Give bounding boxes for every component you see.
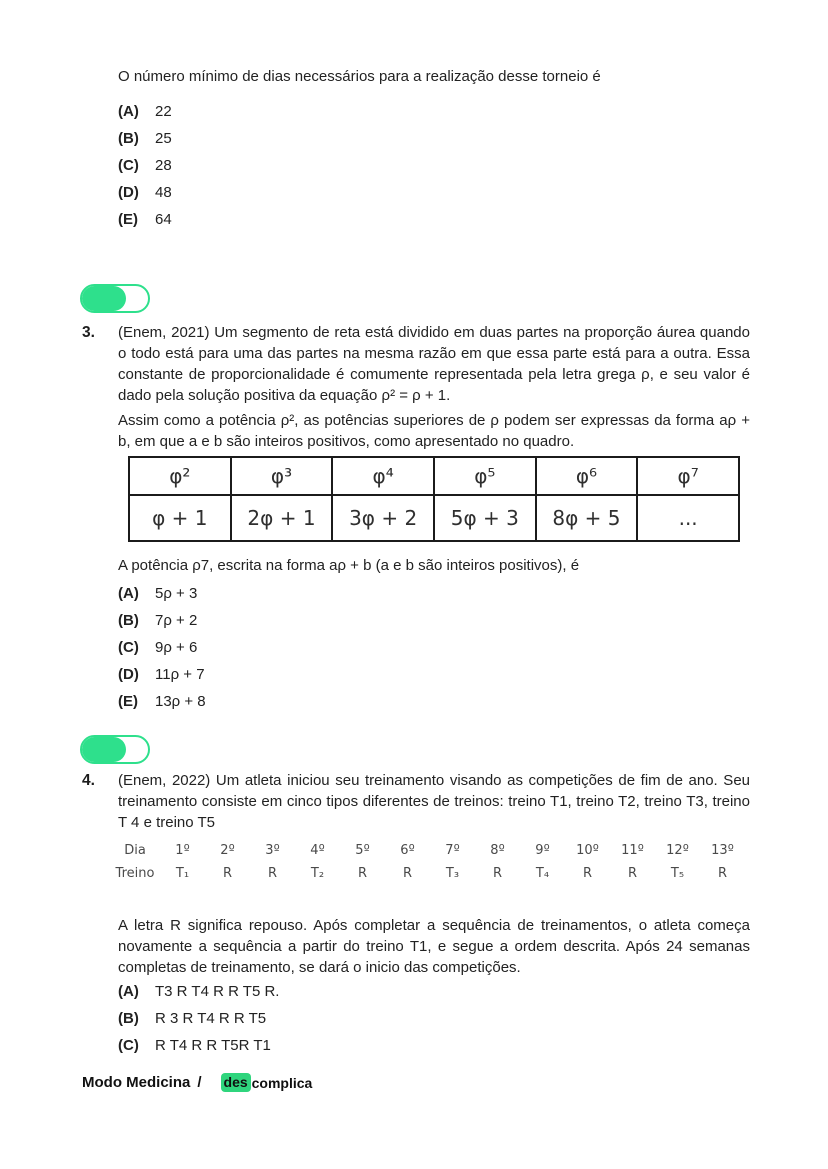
treino-cell: R bbox=[402, 866, 413, 881]
option-letter: (C) bbox=[118, 157, 139, 174]
descomplica-logo bbox=[221, 1073, 313, 1092]
question-4 bbox=[82, 770, 750, 1064]
question-options bbox=[118, 983, 750, 1055]
table-value-row bbox=[129, 495, 739, 541]
prev-question-stem: O número mínimo de dias necessários para a realização desse torneio é bbox=[118, 68, 601, 85]
toggle-fill bbox=[82, 737, 126, 762]
question-paragraph: A letra R significa repouso. Após completar a sequência de treinamentos, o atleta começa novamente a sequência a partir do treino T1, e segue a ordem descrita. Após 24 semanas completas de treinamento, se dará o inicio das competições. bbox=[118, 917, 750, 976]
answer-option bbox=[118, 184, 172, 202]
treino-cell: T₂ bbox=[310, 866, 325, 881]
day-cell: 4º bbox=[310, 843, 325, 858]
table-value-cell: φ + 1 bbox=[129, 495, 231, 541]
phi-power-table bbox=[128, 456, 740, 542]
option-text: 22 bbox=[155, 103, 172, 120]
option-text: 13ρ + 8 bbox=[155, 693, 206, 710]
day-cell: 11º bbox=[621, 843, 644, 858]
treino-cell: R bbox=[627, 866, 638, 881]
toggle-switch[interactable] bbox=[80, 284, 150, 313]
table-header-cell: φ⁷ bbox=[637, 457, 739, 495]
answer-option bbox=[118, 639, 750, 657]
answer-option bbox=[118, 983, 750, 1001]
day-cell: 3º bbox=[265, 843, 280, 858]
treino-cell: R bbox=[582, 866, 593, 881]
option-text: 28 bbox=[155, 157, 172, 174]
treino-cell: T₅ bbox=[670, 866, 685, 881]
option-letter: (C) bbox=[118, 1037, 139, 1054]
table-header-cell: φ³ bbox=[231, 457, 333, 495]
answer-option bbox=[118, 157, 172, 175]
day-cell: 9º bbox=[535, 843, 550, 858]
option-text: 5ρ + 3 bbox=[155, 585, 198, 602]
answer-option bbox=[118, 666, 750, 684]
day-cell: 13º bbox=[711, 843, 734, 858]
schedule-row-treino bbox=[110, 864, 750, 884]
option-letter: (C) bbox=[118, 639, 139, 656]
schedule-row-label: Treino bbox=[115, 866, 155, 881]
question-number: 3. bbox=[82, 324, 95, 341]
option-letter: (E) bbox=[118, 693, 138, 710]
logo-complica: complica bbox=[251, 1074, 313, 1091]
treino-cell: R bbox=[267, 866, 278, 881]
option-letter: (D) bbox=[118, 184, 139, 201]
question-number: 4. bbox=[82, 772, 95, 789]
option-letter: (B) bbox=[118, 130, 139, 147]
option-letter: (A) bbox=[118, 585, 139, 602]
logo-des: des bbox=[221, 1073, 251, 1092]
treino-cell: T₄ bbox=[535, 866, 550, 881]
option-text: 25 bbox=[155, 130, 172, 147]
day-cell: 12º bbox=[666, 843, 689, 858]
table-header-cell: φ⁴ bbox=[332, 457, 434, 495]
day-cell: 1º bbox=[175, 843, 190, 858]
footer-brand: Modo Medicina bbox=[82, 1074, 191, 1091]
footer-separator: / bbox=[197, 1074, 202, 1091]
answer-option bbox=[118, 693, 750, 711]
option-text: T3 R T4 R R T5 R. bbox=[155, 983, 280, 1000]
answer-option bbox=[118, 1010, 750, 1028]
question-paragraph: Assim como a potência ρ², as potências superiores de ρ podem ser expressas da forma aρ + b, em que a e b são inteiros positivos, como apresentado no quadro. bbox=[118, 412, 750, 450]
schedule-row-dia bbox=[110, 841, 750, 861]
day-cell: 6º bbox=[400, 843, 415, 858]
training-schedule bbox=[110, 841, 750, 884]
table-header-row bbox=[129, 457, 739, 495]
table-value-cell: 8φ + 5 bbox=[536, 495, 638, 541]
option-letter: (A) bbox=[118, 983, 139, 1000]
table-value-cell: 2φ + 1 bbox=[231, 495, 333, 541]
toggle-fill bbox=[82, 286, 126, 311]
day-cell: 2º bbox=[220, 843, 235, 858]
table-value-cell: ... bbox=[637, 495, 739, 541]
answer-option bbox=[118, 585, 750, 603]
question-options bbox=[118, 585, 750, 711]
prev-question-options bbox=[118, 103, 172, 238]
toggle-switch[interactable] bbox=[80, 735, 150, 764]
option-text: 11ρ + 7 bbox=[155, 666, 205, 683]
option-text: R 3 R T4 R R T5 bbox=[155, 1010, 267, 1027]
answer-option bbox=[118, 211, 172, 229]
treino-cell: R bbox=[222, 866, 233, 881]
day-cell: 8º bbox=[490, 843, 505, 858]
treino-cell: R bbox=[492, 866, 503, 881]
option-letter: (D) bbox=[118, 666, 139, 683]
answer-option bbox=[118, 130, 172, 148]
answer-option bbox=[118, 1037, 750, 1055]
answer-option bbox=[118, 103, 172, 121]
option-text: 7ρ + 2 bbox=[155, 612, 198, 629]
table-value-cell: 3φ + 2 bbox=[332, 495, 434, 541]
page-footer bbox=[82, 1073, 312, 1092]
option-letter: (E) bbox=[118, 211, 138, 228]
option-text: R T4 R R T5R T1 bbox=[155, 1037, 271, 1054]
question-3 bbox=[82, 322, 750, 720]
schedule-row-label: Dia bbox=[124, 843, 146, 858]
answer-option bbox=[118, 612, 750, 630]
table-header-cell: φ⁵ bbox=[434, 457, 536, 495]
question-stem: A potência ρ7, escrita na forma aρ + b (a e b são inteiros positivos), é bbox=[118, 557, 580, 574]
table-header-cell: φ⁶ bbox=[536, 457, 638, 495]
option-letter: (A) bbox=[118, 103, 139, 120]
option-text: 64 bbox=[155, 211, 172, 228]
option-text: 48 bbox=[155, 184, 172, 201]
option-letter: (B) bbox=[118, 612, 139, 629]
day-cell: 5º bbox=[355, 843, 370, 858]
treino-cell: T₁ bbox=[175, 866, 190, 881]
option-letter: (B) bbox=[118, 1010, 139, 1027]
question-paragraph: (Enem, 2022) Um atleta iniciou seu treinamento visando as competições de fim de ano. Seu treinamento consiste em cinco tipos diferentes de treinos: treino T1, treino T2, treino T3, treino T 4 e treino T5 bbox=[118, 772, 750, 831]
day-cell: 7º bbox=[445, 843, 460, 858]
table-value-cell: 5φ + 3 bbox=[434, 495, 536, 541]
treino-cell: T₃ bbox=[445, 866, 460, 881]
table-header-cell: φ² bbox=[129, 457, 231, 495]
day-cell: 10º bbox=[576, 843, 599, 858]
option-text: 9ρ + 6 bbox=[155, 639, 198, 656]
treino-cell: R bbox=[357, 866, 368, 881]
question-paragraph: (Enem, 2021) Um segmento de reta está dividido em duas partes na proporção áurea quando o todo está para uma das partes na mesma razão em que essa parte está para a outra. Essa constante de proporcionalidade é comumente representada pela letra grega ρ, e seu valor é dado pela solução positiva da equação ρ² = ρ + 1. bbox=[118, 324, 750, 404]
treino-cell: R bbox=[717, 866, 728, 881]
